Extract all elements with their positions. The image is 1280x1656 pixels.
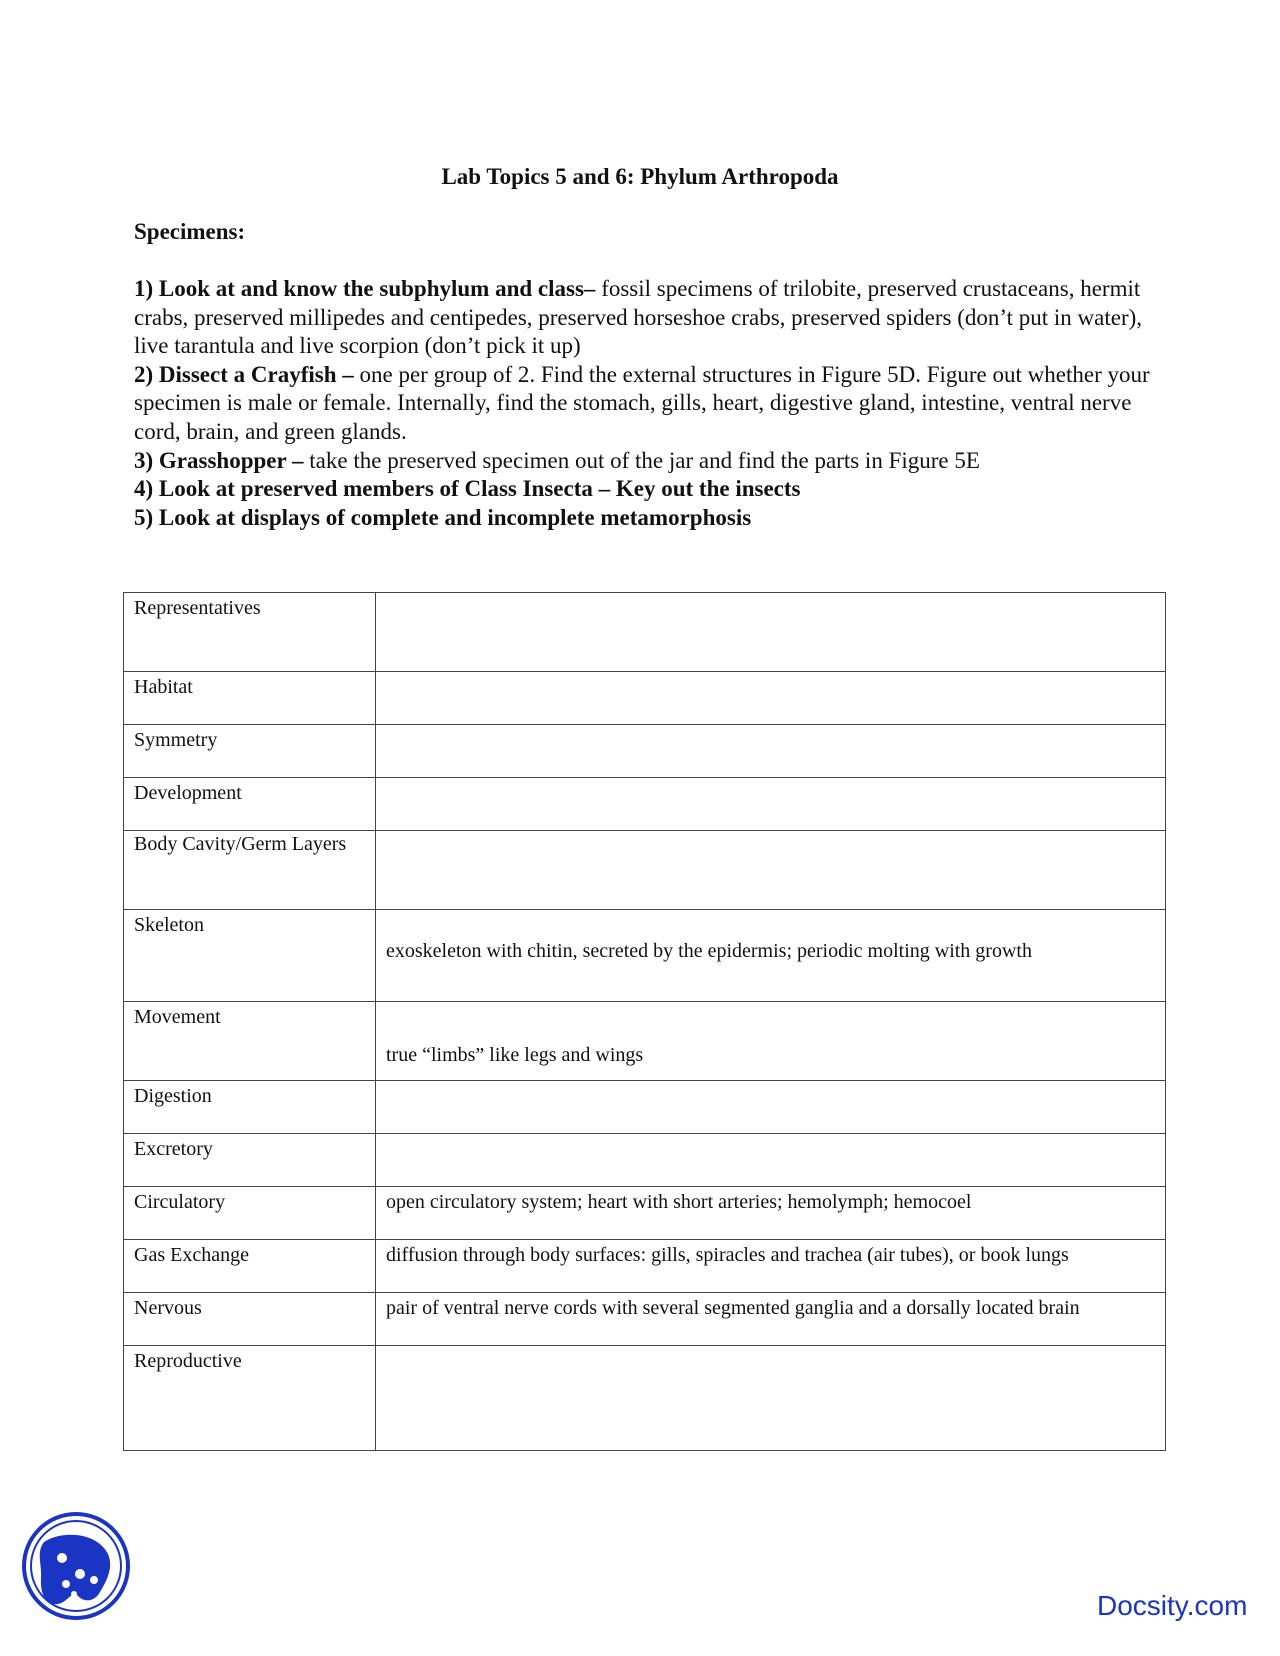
row-value: [376, 593, 1166, 672]
instructions-list: [134, 275, 1174, 532]
row-label: Circulatory: [124, 1187, 376, 1240]
table-row: [124, 725, 1166, 778]
instruction-heading: 1) Look at and know the subphylum and class–: [134, 276, 596, 301]
table-row: [124, 593, 1166, 672]
instruction-text: one per group of 2. Find the external structures in Figure 5D. Figure out whether your specimen is male or female. Internally, find the stomach, gills, heart, digestive gland, intestine, ventral nerve cord, brain, and green glands.: [134, 361, 1150, 444]
row-label: Digestion: [124, 1081, 376, 1134]
table-row: [124, 1002, 1166, 1081]
table-row: [124, 1346, 1166, 1451]
row-label: Excretory: [124, 1134, 376, 1187]
instruction-item: [134, 447, 1174, 476]
table-row: [124, 1240, 1166, 1293]
instruction-item: [134, 475, 1174, 504]
row-value: diffusion through body surfaces: gills, spiracles and trachea (air tubes), or book lungs: [376, 1240, 1166, 1293]
table-row: [124, 1081, 1166, 1134]
instruction-heading: 4) Look at preserved members of Class Insecta – Key out the insects: [134, 476, 801, 502]
row-value: [376, 672, 1166, 725]
row-value: [376, 725, 1166, 778]
docsity-brand-link[interactable]: Docsity.com: [1097, 1590, 1248, 1621]
row-label: Development: [124, 778, 376, 831]
row-label: Habitat: [124, 672, 376, 725]
instruction-item: [134, 361, 1174, 447]
row-value: pair of ventral nerve cords with several segmented ganglia and a dorsally located brain: [376, 1293, 1166, 1346]
page-title: Lab Topics 5 and 6: Phylum Arthropoda: [441, 164, 839, 189]
row-label: Movement: [124, 1002, 376, 1081]
row-value: [376, 831, 1166, 910]
table-row: [124, 672, 1166, 725]
table-row: [124, 1134, 1166, 1187]
instruction-heading: 3) Grasshopper –: [134, 447, 304, 473]
row-value: exoskeleton with chitin, secreted by the epidermis; periodic molting with growth: [376, 910, 1166, 1002]
row-label: Reproductive: [124, 1346, 376, 1451]
instruction-text: take the preserved specimen out of the jar and find the parts in Figure 5E: [303, 447, 980, 473]
row-value: [376, 1134, 1166, 1187]
row-value: open circulatory system; heart with short arteries; hemolymph; hemocoel: [376, 1187, 1166, 1240]
arthropoda-worksheet-table: [123, 592, 1166, 1451]
instruction-heading: 2) Dissect a Crayfish –: [134, 361, 354, 387]
instruction-heading: 5) Look at displays of complete and incomplete metamorphosis: [134, 504, 752, 530]
instruction-item: [134, 504, 1174, 533]
row-value: true “limbs” like legs and wings: [376, 1002, 1166, 1081]
table-row: [124, 1293, 1166, 1346]
row-label: Skeleton: [124, 910, 376, 1002]
instruction-text: fossil specimens of trilobite, preserved crustaceans, hermit crabs, preserved millipedes and centipedes, preserved horseshoe crabs, preserved spiders (don’t put in water), live tarantula and live scorpion (don’t pick it up): [134, 276, 1143, 359]
table-row: [124, 778, 1166, 831]
row-value: [376, 778, 1166, 831]
row-label: Gas Exchange: [124, 1240, 376, 1293]
table-row: [124, 910, 1166, 1002]
table-row: [124, 831, 1166, 910]
row-label: Nervous: [124, 1293, 376, 1346]
docsity-logo-icon: [22, 1512, 130, 1620]
row-label: Symmetry: [124, 725, 376, 778]
row-value: [376, 1346, 1166, 1451]
row-label: Representatives: [124, 593, 376, 672]
row-value: [376, 1081, 1166, 1134]
instruction-item: [134, 275, 1174, 361]
table-row: [124, 1187, 1166, 1240]
specimens-heading: Specimens:: [134, 219, 246, 244]
row-label: Body Cavity/Germ Layers: [124, 831, 376, 910]
